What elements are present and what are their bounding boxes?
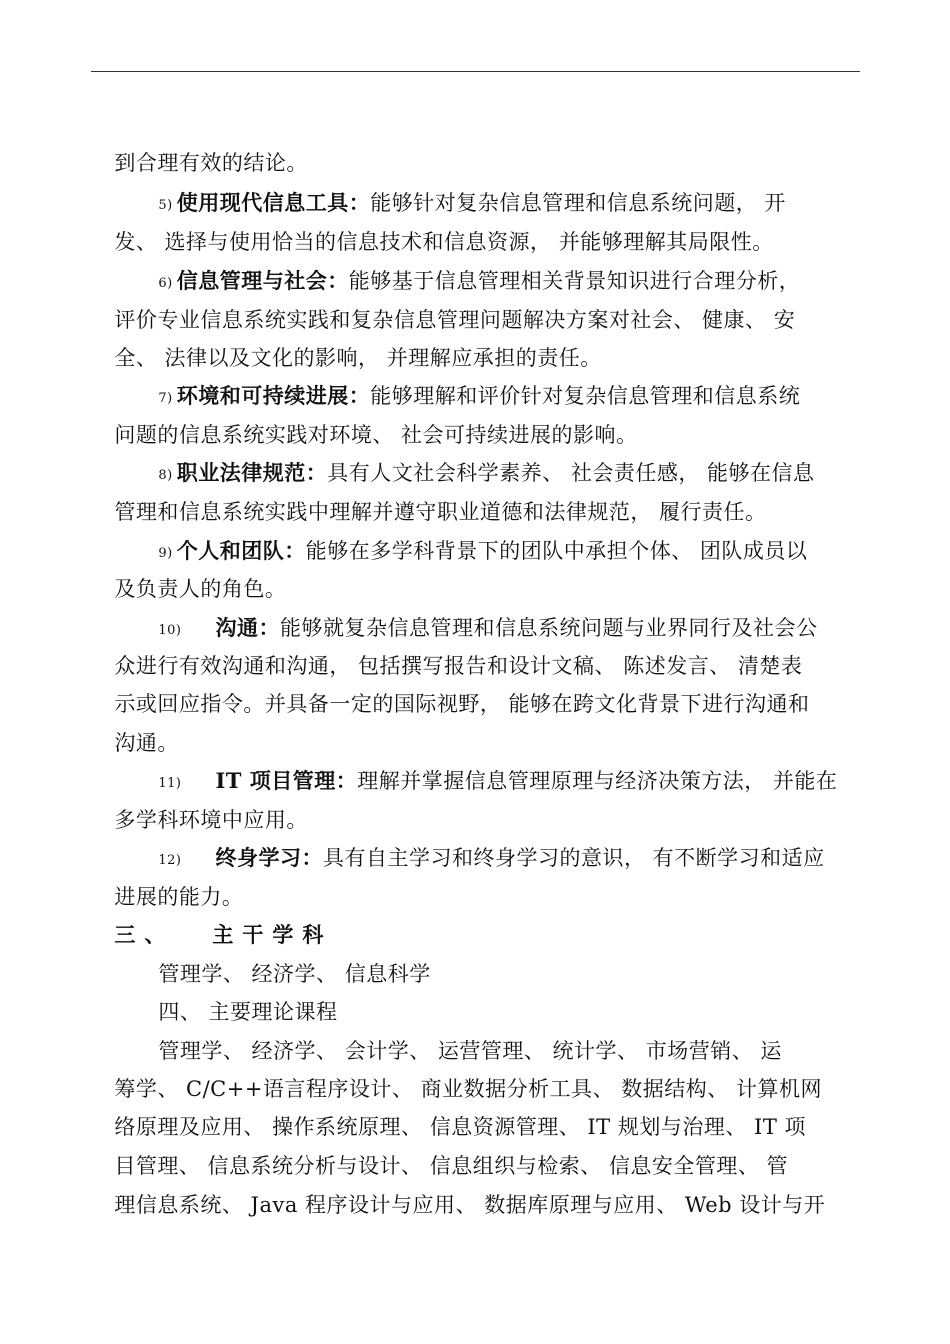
line-text: 全、 法律以及文化的影响， 并理解应承担的责任。 [114,346,602,370]
item-number: 11) [158,776,182,791]
line-text: 管理学、 经济学、 会计学、 运营管理、 统计学、 市场营销、 运 [158,1039,782,1063]
outcome-item-12 [144,813,825,876]
item-text: 能够基于信息管理相关背景知识进行合理分析， [348,269,801,293]
line-text: 管理和信息系统实践中理解并遵守职业道德和法律规范， 履行责任。 [114,500,767,524]
line-text: 四、 主要理论课程 [158,1000,338,1024]
item-title: IT 项目管理： [215,768,358,793]
line-text: 问题的信息系统实践对环境、 社会可持续进展的影响。 [114,423,638,447]
line-text: 理信息系统、 Java 程序设计与应用、 数据库原理与应用、 Web 设计与开 [114,1193,826,1217]
line-text: 发、 选择与使用恰当的信息技术和信息资源， 并能够理解其局限性。 [114,230,774,254]
item-number: 12) [158,853,182,868]
line-text: 筹学、 C/C++语言程序设计、 商业数据分析工具、 数据结构、 计算机网 [114,1077,822,1101]
item-number: 7) [158,391,173,406]
line-text: 目管理、 信息系统分析与设计、 信息组织与检索、 信息安全管理、 管 [114,1154,789,1178]
item-number: 8) [158,468,173,483]
line-text: 管理学、 经济学、 信息科学 [158,962,431,986]
item-text: 具有人文社会科学素养、 社会责任感， 能够在信息 [327,461,815,485]
course-line [100,1160,825,1220]
item-text: 能够针对复杂信息管理和信息系统问题， 开 [370,191,786,215]
item-number: 6) [158,276,173,291]
line-text: 到合理有效的结论。 [114,151,308,175]
section-number: 三、 [114,922,175,947]
item-title: 信息管理与社会： [176,268,349,293]
line-text: 评价专业信息系统实践和复杂信息管理问题解决方案对社会、 健康、 安 [114,308,796,332]
line-text: 多学科环境中应用。 [114,808,308,832]
item-number: 9) [158,546,173,561]
item-number: 5) [158,198,173,213]
line-text: 众进行有效沟通和沟通， 包括撰写报告和设计文稿、 陈述发言、 清楚表 [114,654,803,678]
item-text: 具有自主学习和终身学习的意识， 有不断学习和适应 [322,846,825,870]
item-title: 沟通： [215,615,280,640]
line-text: 示或回应指令。并具备一定的国际视野， 能够在跨文化背景下进行沟通和 [114,692,810,716]
line-text: 进展的能力。 [114,885,244,909]
item-text: 能够理解和评价针对复杂信息管理和信息系统 [370,384,801,408]
line-text: 络原理及应用、 操作系统原理、 信息资源管理、 IT 规划与治理、 IT 项 [114,1115,807,1139]
item-title: 职业法律规范： [176,460,328,485]
section-title: 主干学科 [212,922,333,947]
line-text: 沟通。 [114,731,179,755]
item-text: 能够在多学科背景下的团队中承担个体、 团队成员以 [305,539,808,563]
item-title: 使用现代信息工具： [176,190,371,215]
item-text: 理解并掌握信息管理原理与经济决策方法， 并能在 [357,769,838,793]
item-title: 终身学习： [215,845,323,870]
item-text: 能够就复杂信息管理和信息系统问题与业界同行及社会公 [279,616,818,640]
item-number: 10) [158,623,182,638]
line-text: 及负责人的角色。 [114,577,287,601]
header-rule [91,71,860,72]
text-line [100,659,810,719]
item-title: 环境和可持续进展： [176,383,371,408]
item-title: 个人和团队： [176,538,306,563]
